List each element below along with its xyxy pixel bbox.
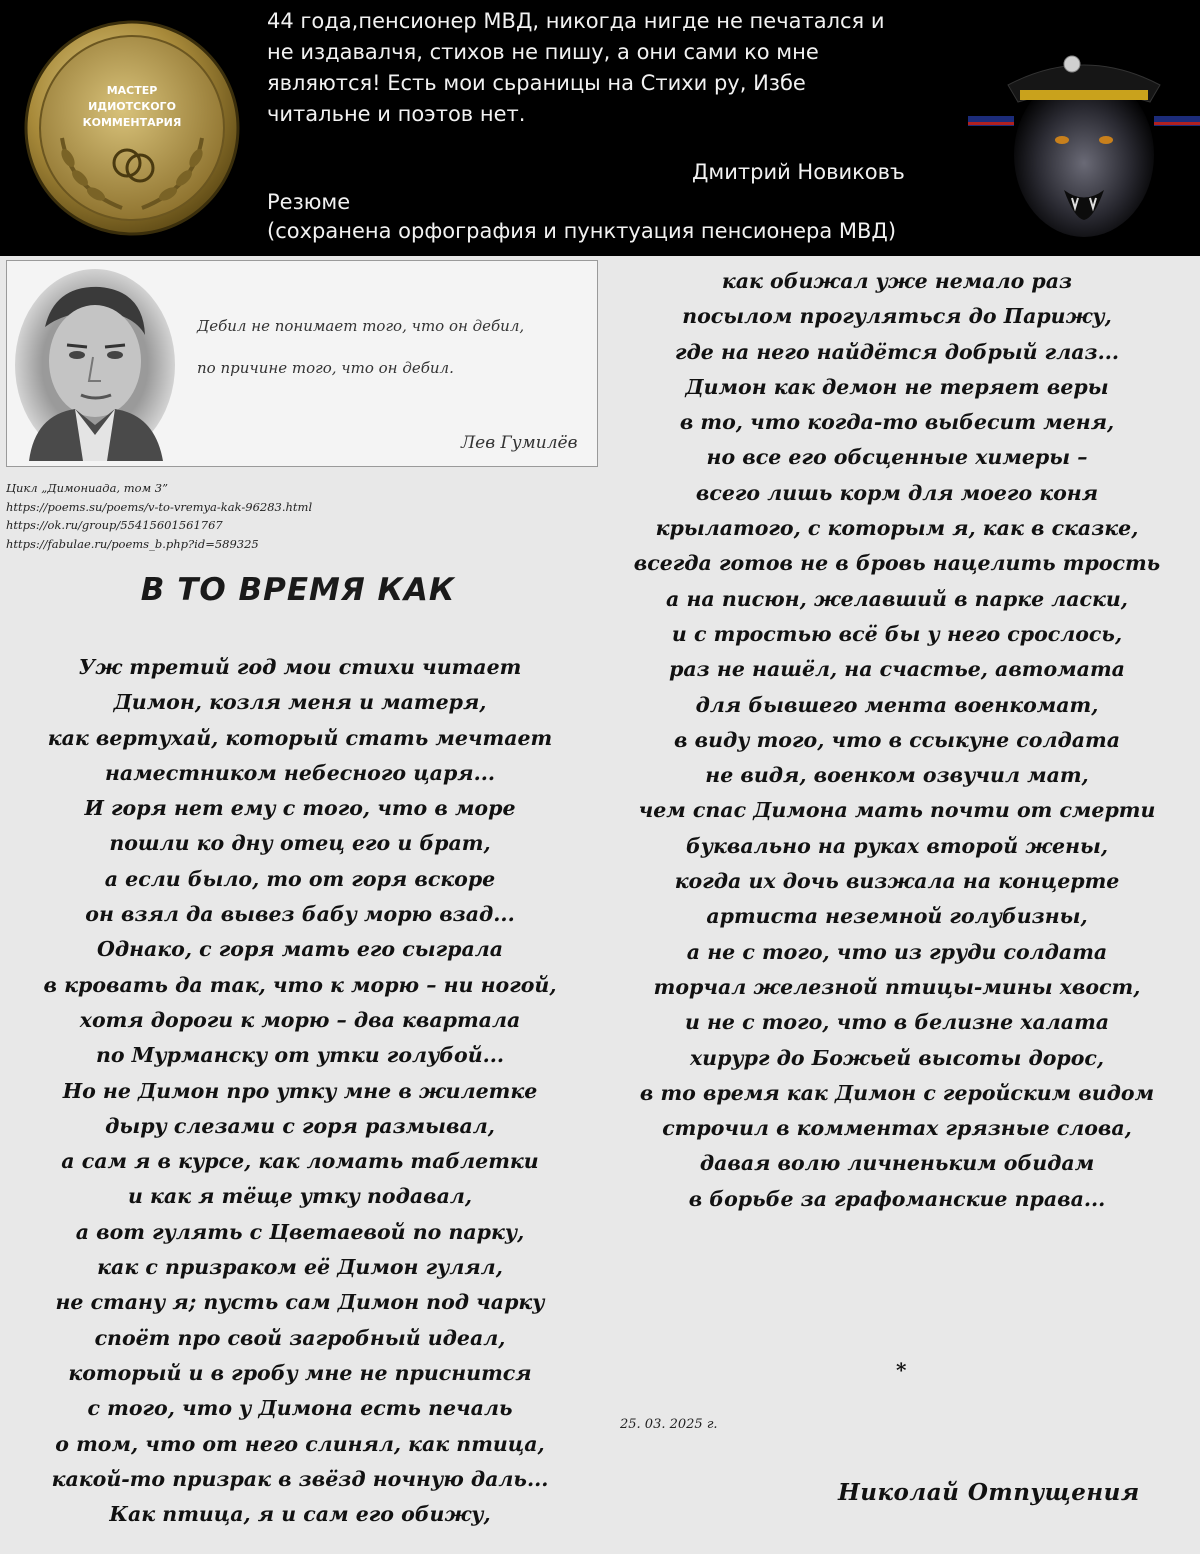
about-line: не издавалчя, стихов не пишу, а они сами ко мне <box>267 40 819 64</box>
poem-date: 25. 03. 2025 г. <box>620 1417 718 1432</box>
poem-line: буквально на руках второй жены, <box>685 833 1109 858</box>
poem-line: как вертухай, который стать мечтает <box>47 725 553 750</box>
poem-line: для бывшего мента военкомат, <box>695 692 1099 717</box>
poem-line: не видя, военком озвучил мат, <box>705 763 1089 788</box>
poem-line: всегда готов не в бровь нацелить трость <box>633 551 1161 576</box>
poem-line: Димон как демон не теряет веры <box>685 374 1109 399</box>
poem-column-left <box>0 650 600 1532</box>
poem-line: когда их дочь визжала на концерте <box>674 869 1120 894</box>
poem-line: всего лишь корм для моего коня <box>695 480 1099 505</box>
resume-block <box>267 187 896 245</box>
poem-line: хотя дороги к морю – два квартала <box>79 1007 521 1032</box>
poem-line: торчал железной птицы-мины хвост, <box>653 974 1141 999</box>
resume-line: Резюме <box>267 190 351 214</box>
poem-line: и с тростью всё бы у него срослось, <box>671 621 1123 646</box>
medal-text-2: ИДИОТСКОГО <box>88 100 176 113</box>
cycle-title: Цикл „Димониада, том 3” <box>6 481 168 495</box>
header-banner <box>0 0 1200 256</box>
portrait-photo <box>15 265 175 461</box>
poem-line: в борьбе за графоманские права... <box>688 1186 1106 1211</box>
source-link[interactable]: https://fabulae.ru/poems_b.php?id=589325 <box>6 536 259 551</box>
poem-line: Но не Димон про утку мне в жилетке <box>62 1078 538 1103</box>
poem-line: давая волю личненьким обидам <box>699 1151 1095 1176</box>
author-about <box>267 6 885 130</box>
poem-line: И горя нет ему с того, что в море <box>84 796 516 821</box>
poem-line: строчил в комментах грязные слова, <box>662 1116 1132 1141</box>
poem-line: Однако, с горя мать его сыграла <box>96 937 504 962</box>
poem-line: где на него найдётся добрый глаз... <box>675 339 1119 364</box>
source-link[interactable]: https://ok.ru/group/55415601561767 <box>6 518 223 532</box>
poem-line: в то время как Димон с геройским видом <box>639 1080 1155 1105</box>
poem-line: Как птица, я и сам его обижу, <box>109 1502 491 1527</box>
poem-line: артиста неземной голубизны, <box>706 904 1088 929</box>
poem-line: раз не нашёл, на счастье, автомата <box>669 657 1125 682</box>
poem-line: посылом прогуляться до Парижу, <box>682 304 1112 329</box>
quote-text-line: Дебил не понимает того, что он дебил, <box>197 317 525 335</box>
wolf-in-cap-icon <box>968 40 1200 240</box>
poem-line: в то, что когда-то выбесит меня, <box>679 410 1115 435</box>
poem-line: а сам я в курсе, как ломать таблетки <box>61 1149 539 1174</box>
poem-line: он взял да вывез бабу морю взад... <box>85 902 515 927</box>
poem-line: как обижал уже немало раз <box>721 269 1073 293</box>
quote-text-line: по причине того, что он дебил. <box>197 359 454 377</box>
poem-line: чем спас Димона мать почти от смерти <box>638 798 1156 823</box>
poem-line: Уж третий год мои стихи читает <box>78 655 522 679</box>
poem-line: о том, что от него слинял, как птица, <box>55 1431 545 1456</box>
poem-line: дыру слезами с горя размывал, <box>105 1113 495 1138</box>
poem-signature: Николай Отпущения <box>838 1479 1140 1506</box>
about-line: 44 года,пенсионер МВД, никогда нигде не печатался и <box>267 9 885 33</box>
poem-line: крылатого, с которым я, как в сказке, <box>655 516 1139 541</box>
quote-author: Лев Гумилёв <box>461 433 578 453</box>
medal-text-1: МАСТЕР <box>106 84 158 97</box>
resume-line: (сохранена орфография и пунктуация пенсионера МВД) <box>267 219 897 243</box>
poem-line: а если было, то от горя вскоре <box>104 866 496 891</box>
separator-star: * <box>896 1358 907 1382</box>
poem-line: Димон, козля меня и матеря, <box>113 690 487 715</box>
poem-line: а вот гулять с Цветаевой по парку, <box>75 1219 525 1244</box>
poem-line: и как я тёще утку подавал, <box>127 1184 473 1209</box>
poem-line: в виду того, что в ссыкуне солдата <box>674 727 1120 752</box>
poem-line: пошли ко дну отец его и брат, <box>109 831 491 856</box>
poem-line: споёт про свой загробный идеал, <box>94 1325 506 1350</box>
poem-line: а на писюн, желавший в парке ласки, <box>666 586 1128 611</box>
poem-line: не стану я; пусть сам Димон под чарку <box>55 1290 545 1315</box>
medal-icon <box>22 18 242 238</box>
about-author-name: Дмитрий Новиковъ <box>692 160 905 184</box>
poem-line: как с призраком её Димон гулял, <box>97 1255 503 1280</box>
poem-title: В ТО ВРЕМЯ КАК <box>140 572 456 608</box>
sources-block <box>6 479 312 553</box>
poem-line: по Мурманску от утки голубой... <box>95 1043 505 1068</box>
source-link[interactable]: https://poems.su/poems/v-to-vremya-kak-96283.html <box>6 499 313 514</box>
poem-line: хирург до Божьей высоты дорос, <box>689 1045 1105 1070</box>
poem-column-right <box>600 264 1194 1217</box>
quote-card <box>6 260 598 467</box>
poem-line: в кровать да так, что к морю – ни ногой, <box>43 972 557 997</box>
poem-line: а не с того, что из груди солдата <box>686 939 1108 964</box>
poem-line: но все его обсценные химеры – <box>706 445 1088 470</box>
about-line: являются! Есть мои сьраницы на Стихи ру, Избе <box>267 71 806 95</box>
medal-text-3: КОММЕНТАРИЯ <box>82 116 182 129</box>
poem-line: какой-то призрак в звёзд ночную даль... <box>51 1466 549 1491</box>
poem-line: который и в гробу мне не приснится <box>68 1360 532 1385</box>
about-line: читальне и поэтов нет. <box>267 102 526 126</box>
poem-line: с того, что у Димона есть печаль <box>87 1396 513 1421</box>
poem-line: наместником небесного царя... <box>104 760 496 785</box>
poem-line: и не с того, что в белизне халата <box>684 1010 1110 1035</box>
